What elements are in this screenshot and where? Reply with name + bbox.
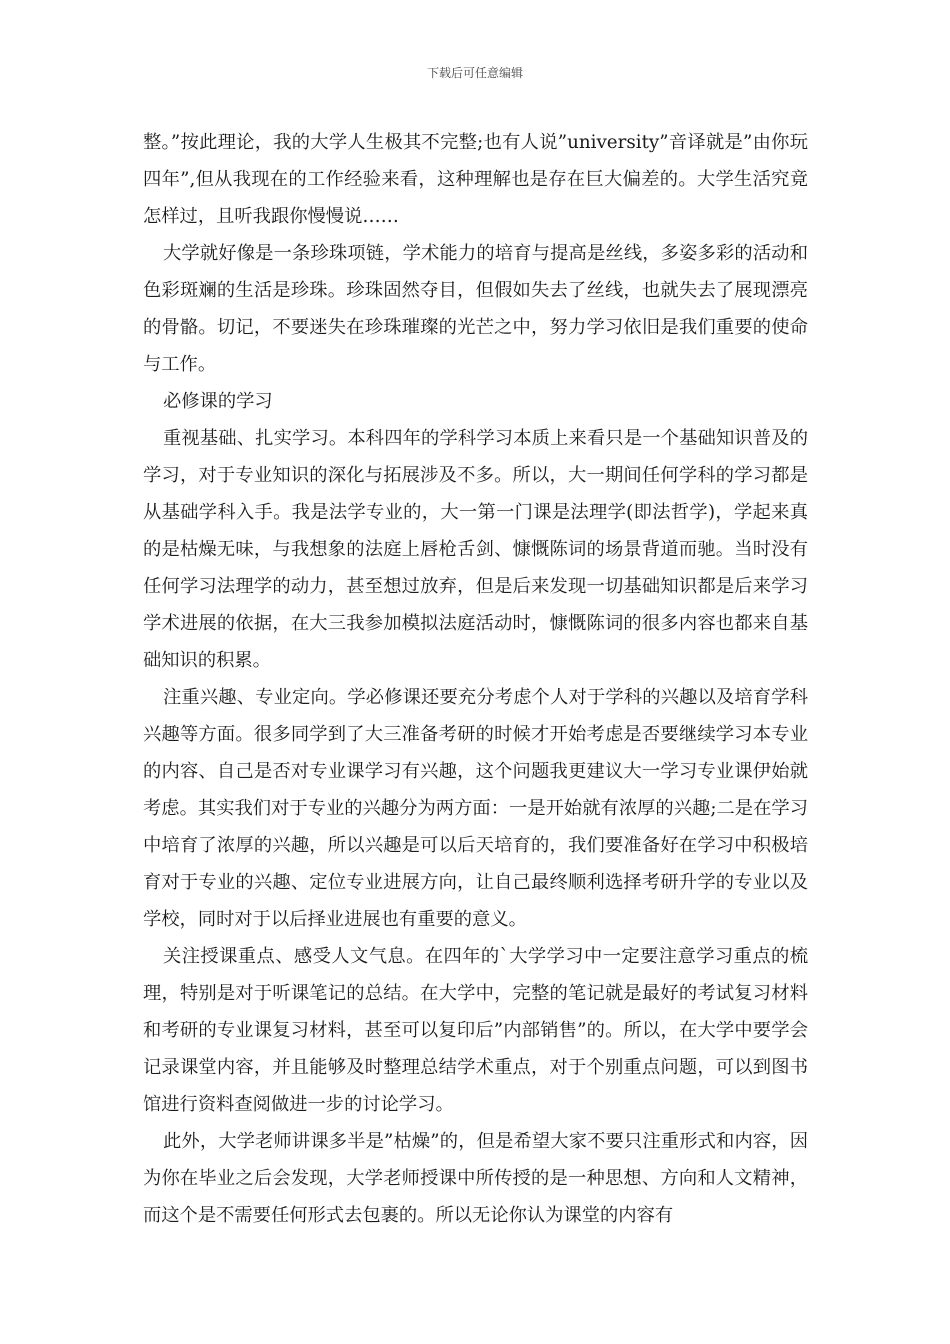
paragraph-basics: 重视基础、扎实学习。本科四年的学科学习本质上来看只是一个基础知识普及的学习，对于专业知识的深化与拓展涉及不多。所以，大一期间任何学科的学习都是从基础学科入手。我是法学专业的，大一第一门课是法理学(即法哲学)，学起来真的是枯燥无味，与我想象的法庭上唇枪舌剑、慷慨陈词的场景背道而驰。当时没有任何学习法理学的动力，甚至想过放弃，但是后来发现一切基础知识都是后来学习学术进展的依据，在大三我参加模拟法庭活动时，慷慨陈词的很多内容也都来自基础知识的积累。 bbox=[143, 428, 808, 671]
paragraph-interest: 注重兴趣、专业定向。学必修课还要充分考虑个人对于学科的兴趣以及培育学科兴趣等方面。很多同学到了大三准备考研的时候才开始考虑是否要继续学习本专业的内容、自己是否对专业课学习有兴趣，这个问题我更建议大一学习专业课伊始就考虑。其实我们对于专业的兴趣分为两方面：一是开始就有浓厚的兴趣;二是在学习中培育了浓厚的兴趣，所以兴趣是可以后天培育的，我们要准备好在学习中积极培育对于专业的兴趣、定位专业进展方向，让自己最终顺利选择考研升学的专业以及学校，同时对于以后择业进展也有重要的意义。 bbox=[143, 687, 808, 930]
document-body bbox=[143, 124, 808, 1234]
page-header: 下载后可任意编辑 bbox=[426, 66, 523, 80]
paragraph-pearl-necklace: 大学就好像是一条珍珠项链，学术能力的培育与提高是丝线，多姿多彩的活动和色彩斑斓的生活是珍珠。珍珠固然夺目，但假如失去了丝线，也就失去了展现漂亮的骨骼。切记，不要迷失在珍珠璀璨的光芒之中，努力学习依旧是我们重要的使命与工作。 bbox=[143, 243, 808, 375]
paragraph-key-points: 关注授课重点、感受人文气息。在四年的`大学学习中一定要注意学习重点的梳理，特别是对于听课笔记的总结。在大学中，完整的笔记就是最好的考试复习材料和考研的专业课复习材料，甚至可以复印后”内部销售”的。所以，在大学中要学会记录课堂内容，并且能够及时整理总结学术重点，对于个别重点问题，可以到图书馆进行资料查阅做进一步的讨论学习。 bbox=[143, 946, 808, 1115]
paragraph-teaching-style: 此外，大学老师讲课多半是”枯燥”的，但是希望大家不要只注重形式和内容，因为你在毕业之后会发现，大学老师授课中所传授的是一种思想、方向和人文精神，而这个是不需要任何形式去包裹的。所以无论你认为课堂的内容有 bbox=[143, 1131, 808, 1226]
section-heading-required-courses: 必修课的学习 bbox=[163, 391, 273, 412]
paragraph-intro-continuation: 整。”按此理论，我的大学人生极其不完整;也有人说”university”音译就是”由你玩四年”,但从我现在的工作经验来看，这种理解也是存在巨大偏差的。大学生活究竟怎样过，且听我跟你慢慢说…… bbox=[143, 132, 808, 227]
